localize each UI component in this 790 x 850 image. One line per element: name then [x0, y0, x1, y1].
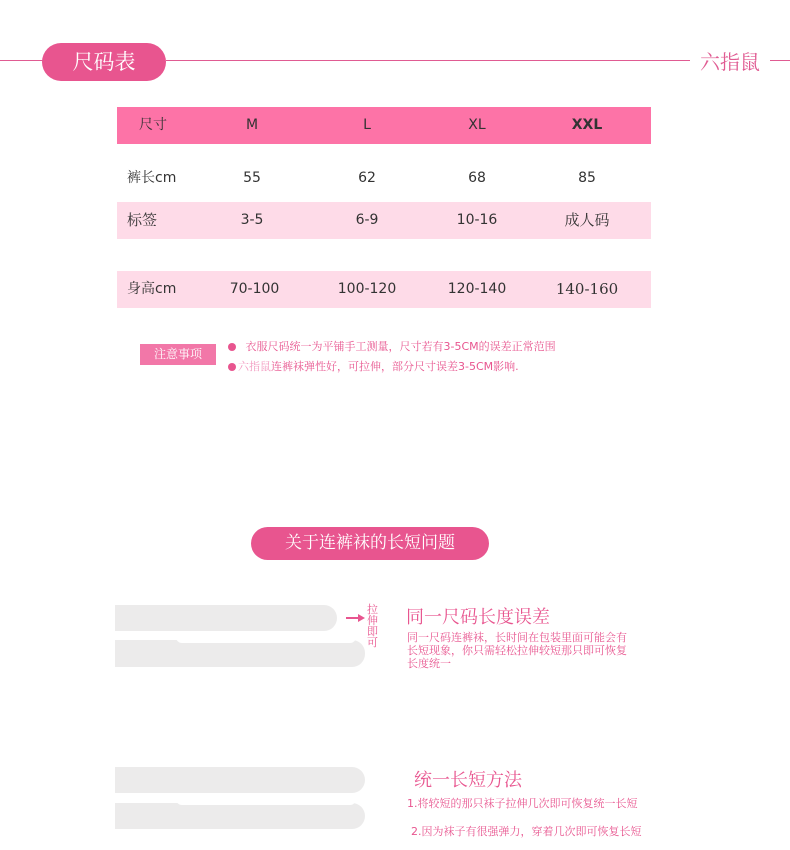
table-cell: 62 [358, 170, 376, 186]
table-row-label: 身高cm [127, 281, 177, 297]
block2-item-1: 1.将较短的那只袜子拉伸几次即可恢复统一长短 [407, 797, 638, 810]
sock-illustration-long [115, 640, 365, 667]
table-cell: 10-16 [456, 212, 498, 228]
block1-desc-line: 长度统一 [407, 657, 451, 670]
sock-illustration-bottom [115, 803, 365, 829]
table-row-label: 裤长cm [127, 170, 177, 186]
table-cell: 55 [243, 170, 261, 186]
section-title: 关于连裤袜的长短问题 [251, 527, 489, 560]
table-cell: 85 [578, 170, 596, 186]
table-header-cell: XL [468, 117, 486, 133]
table-cell: 100-120 [337, 281, 397, 297]
note-line-2 [228, 358, 519, 374]
sock-gap [176, 793, 356, 805]
arrow-right-icon [346, 614, 366, 622]
block2-title: 统一长短方法 [414, 770, 522, 791]
table-header-cell: L [363, 117, 371, 133]
size-chart-title: 尺码表 [42, 43, 166, 81]
table-row [117, 271, 651, 308]
table-header-cell: XXL [571, 117, 603, 133]
block1-desc-line: 长短现象，你只需轻松拉伸较短那只即可恢复 [407, 644, 627, 657]
bullet-icon [228, 363, 236, 371]
block1-desc-line: 同一尺码连裤袜，长时间在包装里面可能会有 [407, 631, 627, 644]
table-header-cell: 尺寸 [139, 117, 167, 133]
note-text: 衣服尺码统一为平铺手工测量，尺寸若有3-5CM的误差正常范围 [245, 340, 556, 353]
stretch-char: 伸 [367, 614, 378, 627]
table-header-row [117, 107, 651, 144]
stretch-label [367, 604, 381, 648]
block1-title: 同一尺码长度误差 [406, 607, 550, 628]
sock-illustration-top [115, 767, 365, 793]
table-cell: 6-9 [355, 212, 379, 228]
brand-name: 六指鼠 [700, 50, 760, 74]
note-text: 连裤袜弹性好，可拉伸，部分尺寸误差3-5CM影响. [271, 360, 519, 373]
header-rule-end [770, 60, 790, 61]
table-cell: 120-140 [447, 281, 507, 297]
stretch-char: 拉 [367, 603, 378, 616]
table-cell: 68 [468, 170, 486, 186]
sock-gap [176, 631, 356, 643]
table-row-label: 标签 [127, 211, 158, 229]
table-cell: 70-100 [229, 281, 280, 297]
note-brand: 六指鼠 [238, 360, 271, 373]
note-line-1 [228, 338, 556, 354]
stretch-char: 即 [367, 625, 378, 638]
table-row [117, 160, 651, 197]
sock-illustration-short [115, 605, 337, 631]
table-cell: 140-160 [555, 280, 619, 298]
block2-item-2: 2.因为袜子有很强弹力，穿着几次即可恢复长短 [411, 825, 642, 838]
bullet-icon [228, 343, 236, 351]
table-cell: 成人码 [564, 211, 610, 229]
stretch-char: 可 [367, 636, 378, 649]
table-header-cell: M [245, 117, 259, 133]
table-cell: 3-5 [240, 212, 264, 228]
notes-tag: 注意事项 [140, 344, 216, 365]
header-rule-right [166, 60, 690, 61]
table-row [117, 202, 651, 239]
header-rule-left [0, 60, 44, 61]
